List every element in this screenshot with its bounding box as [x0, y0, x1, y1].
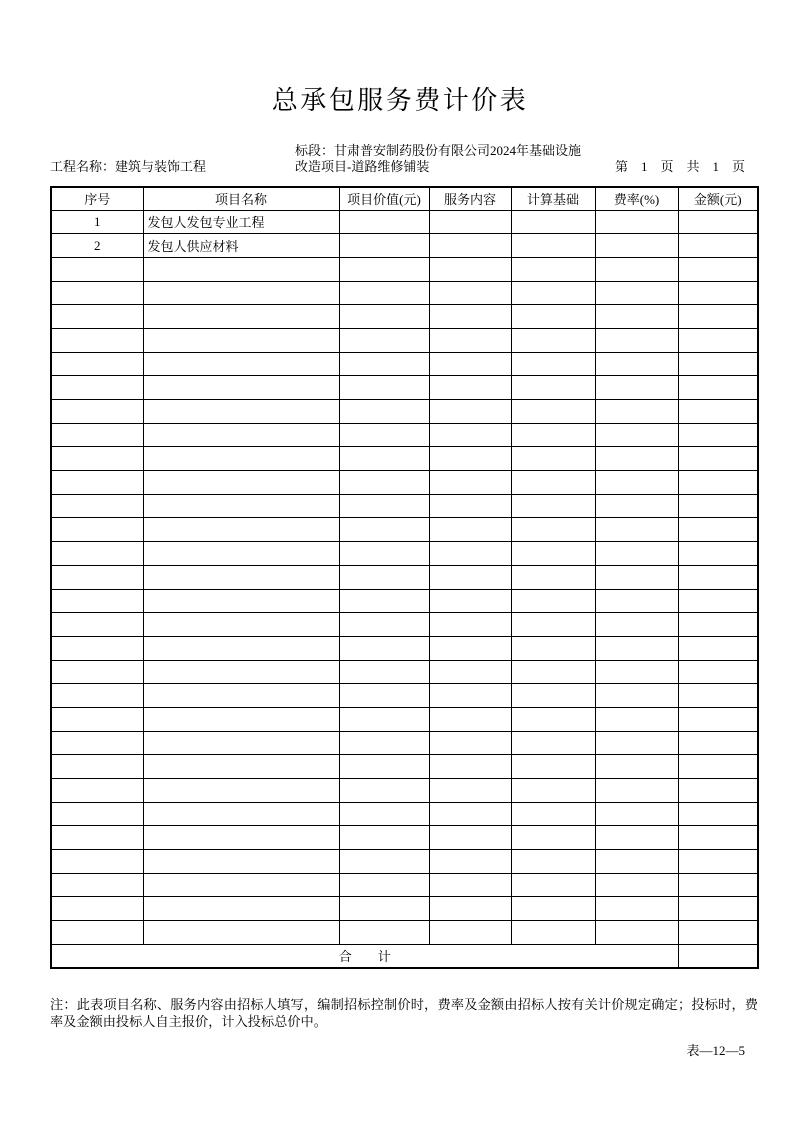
cell-value — [339, 281, 429, 305]
cell-basis — [511, 873, 595, 897]
cell-basis — [511, 423, 595, 447]
cell-amount — [678, 731, 758, 755]
cell-name — [143, 921, 339, 945]
cell-amount — [678, 636, 758, 660]
cell-basis — [511, 779, 595, 803]
cell-service — [429, 518, 511, 542]
cell-name — [143, 660, 339, 684]
empty-table-row — [51, 755, 758, 779]
cell-seq — [51, 779, 143, 803]
cell-service — [429, 731, 511, 755]
cell-service — [429, 447, 511, 471]
cell-service — [429, 257, 511, 281]
cell-rate — [595, 471, 678, 495]
cell-value — [339, 447, 429, 471]
cell-value — [339, 755, 429, 779]
cell-amount — [678, 210, 758, 234]
cell-service — [429, 755, 511, 779]
empty-table-row — [51, 447, 758, 471]
column-header-basis: 计算基础 — [511, 187, 595, 210]
cell-service — [429, 826, 511, 850]
cell-amount — [678, 613, 758, 637]
cell-seq — [51, 660, 143, 684]
cell-seq — [51, 542, 143, 566]
cell-name — [143, 400, 339, 424]
cell-seq — [51, 565, 143, 589]
cell-name — [143, 305, 339, 329]
section-label-line1: 标段：甘肃普安制药股份有限公司2024年基础设施 — [295, 143, 582, 158]
cell-service — [429, 873, 511, 897]
cell-seq — [51, 684, 143, 708]
note-text: 注：此表项目名称、服务内容由招标人填写，编制招标控制价时，费率及金额由招标人按有关计价规定确定；投标时，费率及金额由投标人自主报价，计入投标总价中。 — [50, 997, 758, 1029]
cell-rate — [595, 234, 678, 258]
cell-seq — [51, 613, 143, 637]
cell-seq — [51, 423, 143, 447]
cell-basis — [511, 257, 595, 281]
cell-amount — [678, 447, 758, 471]
cell-seq — [51, 518, 143, 542]
empty-table-row — [51, 731, 758, 755]
cell-value — [339, 257, 429, 281]
empty-table-row — [51, 707, 758, 731]
cell-value — [339, 589, 429, 613]
cell-amount — [678, 281, 758, 305]
empty-table-row — [51, 518, 758, 542]
cell-basis — [511, 494, 595, 518]
cell-rate — [595, 755, 678, 779]
empty-table-row — [51, 471, 758, 495]
total-label-cell: 合 计 — [51, 944, 678, 968]
cell-seq — [51, 802, 143, 826]
empty-table-row — [51, 400, 758, 424]
cell-name — [143, 873, 339, 897]
empty-table-row — [51, 565, 758, 589]
cell-name — [143, 636, 339, 660]
cell-name — [143, 376, 339, 400]
cell-value — [339, 423, 429, 447]
cell-value — [339, 565, 429, 589]
cell-name — [143, 447, 339, 471]
cell-seq — [51, 731, 143, 755]
cell-amount — [678, 802, 758, 826]
cell-service — [429, 328, 511, 352]
cell-name — [143, 281, 339, 305]
cell-name: 发包人供应材料 — [143, 234, 339, 258]
cell-amount — [678, 897, 758, 921]
cell-service — [429, 352, 511, 376]
cell-service — [429, 613, 511, 637]
cell-rate — [595, 281, 678, 305]
cell-name — [143, 257, 339, 281]
section-label-line2: 改造项目-道路维修铺装 — [295, 159, 430, 174]
cell-rate — [595, 707, 678, 731]
cell-name — [143, 328, 339, 352]
column-header-service: 服务内容 — [429, 187, 511, 210]
cell-basis — [511, 684, 595, 708]
cell-name — [143, 542, 339, 566]
cell-amount — [678, 328, 758, 352]
fee-table-body — [51, 210, 758, 944]
cell-service — [429, 850, 511, 874]
cell-seq — [51, 376, 143, 400]
cell-basis — [511, 281, 595, 305]
cell-amount — [678, 684, 758, 708]
empty-table-row — [51, 376, 758, 400]
column-header-value: 项目价值(元) — [339, 187, 429, 210]
cell-value — [339, 731, 429, 755]
cell-rate — [595, 328, 678, 352]
cell-amount — [678, 826, 758, 850]
cell-value — [339, 897, 429, 921]
cell-rate — [595, 731, 678, 755]
cell-name — [143, 850, 339, 874]
cell-rate — [595, 494, 678, 518]
cell-name — [143, 802, 339, 826]
cell-rate — [595, 447, 678, 471]
cell-rate — [595, 376, 678, 400]
cell-value — [339, 779, 429, 803]
cell-name — [143, 707, 339, 731]
cell-name — [143, 779, 339, 803]
cell-name — [143, 755, 339, 779]
empty-table-row — [51, 636, 758, 660]
cell-value — [339, 305, 429, 329]
cell-name — [143, 352, 339, 376]
empty-table-row — [51, 779, 758, 803]
cell-seq — [51, 826, 143, 850]
cell-rate — [595, 565, 678, 589]
project-name-label: 工程名称：建筑与装饰工程 — [50, 159, 207, 174]
cell-service — [429, 779, 511, 803]
cell-service — [429, 494, 511, 518]
cell-service — [429, 281, 511, 305]
cell-rate — [595, 636, 678, 660]
cell-name — [143, 897, 339, 921]
cell-basis — [511, 565, 595, 589]
cell-value — [339, 352, 429, 376]
cell-basis — [511, 660, 595, 684]
cell-basis — [511, 707, 595, 731]
empty-table-row — [51, 352, 758, 376]
empty-table-row — [51, 281, 758, 305]
info-row — [50, 143, 757, 175]
cell-seq — [51, 352, 143, 376]
cell-amount — [678, 352, 758, 376]
cell-basis — [511, 850, 595, 874]
cell-rate — [595, 589, 678, 613]
cell-rate — [595, 352, 678, 376]
section-label — [295, 143, 581, 175]
table-row — [51, 234, 758, 258]
empty-table-row — [51, 660, 758, 684]
empty-table-row — [51, 684, 758, 708]
empty-table-row — [51, 542, 758, 566]
cell-amount — [678, 234, 758, 258]
cell-value — [339, 636, 429, 660]
cell-basis — [511, 589, 595, 613]
fee-table-header-row — [51, 187, 758, 210]
cell-service — [429, 684, 511, 708]
column-header-name: 项目名称 — [143, 187, 339, 210]
cell-seq — [51, 897, 143, 921]
cell-rate — [595, 684, 678, 708]
cell-basis — [511, 447, 595, 471]
cell-value — [339, 400, 429, 424]
cell-rate — [595, 779, 678, 803]
cell-seq — [51, 636, 143, 660]
cell-seq — [51, 257, 143, 281]
table-row — [51, 210, 758, 234]
cell-basis — [511, 636, 595, 660]
cell-basis — [511, 305, 595, 329]
cell-seq — [51, 494, 143, 518]
cell-seq — [51, 281, 143, 305]
cell-basis — [511, 400, 595, 424]
cell-basis — [511, 234, 595, 258]
cell-rate — [595, 305, 678, 329]
cell-amount — [678, 873, 758, 897]
cell-seq — [51, 305, 143, 329]
empty-table-row — [51, 850, 758, 874]
cell-seq — [51, 447, 143, 471]
cell-name — [143, 731, 339, 755]
fee-table — [50, 186, 759, 969]
form-code-label: 表—12—5 — [686, 1043, 745, 1058]
cell-amount — [678, 305, 758, 329]
cell-value — [339, 234, 429, 258]
empty-table-row — [51, 802, 758, 826]
cell-name — [143, 494, 339, 518]
cell-rate — [595, 423, 678, 447]
cell-amount — [678, 400, 758, 424]
cell-value — [339, 826, 429, 850]
cell-rate — [595, 613, 678, 637]
cell-seq — [51, 921, 143, 945]
cell-name — [143, 684, 339, 708]
cell-value — [339, 802, 429, 826]
empty-table-row — [51, 589, 758, 613]
cell-basis — [511, 210, 595, 234]
cell-amount — [678, 494, 758, 518]
empty-table-row — [51, 257, 758, 281]
empty-table-row — [51, 423, 758, 447]
cell-service — [429, 707, 511, 731]
column-header-seq: 序号 — [51, 187, 143, 210]
cell-value — [339, 613, 429, 637]
cell-basis — [511, 328, 595, 352]
cell-amount — [678, 518, 758, 542]
cell-value — [339, 376, 429, 400]
cell-service — [429, 802, 511, 826]
cell-rate — [595, 826, 678, 850]
cell-service — [429, 234, 511, 258]
empty-table-row — [51, 873, 758, 897]
cell-value — [339, 873, 429, 897]
cell-value — [339, 471, 429, 495]
cell-basis — [511, 542, 595, 566]
cell-rate — [595, 257, 678, 281]
cell-name — [143, 589, 339, 613]
cell-seq — [51, 328, 143, 352]
cell-seq — [51, 755, 143, 779]
cell-service — [429, 565, 511, 589]
cell-value — [339, 684, 429, 708]
cell-name — [143, 423, 339, 447]
cell-amount — [678, 707, 758, 731]
total-amount-cell — [678, 944, 758, 968]
empty-table-row — [51, 826, 758, 850]
cell-amount — [678, 542, 758, 566]
cell-name: 发包人发包专业工程 — [143, 210, 339, 234]
cell-seq: 1 — [51, 210, 143, 234]
cell-name — [143, 565, 339, 589]
cell-amount — [678, 755, 758, 779]
cell-seq — [51, 850, 143, 874]
cell-service — [429, 471, 511, 495]
cell-rate — [595, 210, 678, 234]
cell-seq — [51, 707, 143, 731]
cell-seq — [51, 400, 143, 424]
cell-rate — [595, 897, 678, 921]
cell-amount — [678, 423, 758, 447]
cell-name — [143, 613, 339, 637]
cell-value — [339, 707, 429, 731]
cell-service — [429, 589, 511, 613]
cell-seq — [51, 873, 143, 897]
cell-amount — [678, 565, 758, 589]
cell-amount — [678, 589, 758, 613]
cell-basis — [511, 802, 595, 826]
cell-service — [429, 376, 511, 400]
empty-table-row — [51, 921, 758, 945]
cell-value — [339, 850, 429, 874]
cell-amount — [678, 471, 758, 495]
cell-basis — [511, 376, 595, 400]
cell-seq — [51, 471, 143, 495]
empty-table-row — [51, 613, 758, 637]
page-number-label: 第 1 页 共 1 页 — [614, 159, 745, 174]
cell-rate — [595, 518, 678, 542]
cell-value — [339, 328, 429, 352]
cell-basis — [511, 471, 595, 495]
total-row — [51, 944, 758, 968]
cell-rate — [595, 921, 678, 945]
cell-basis — [511, 826, 595, 850]
cell-basis — [511, 352, 595, 376]
cell-service — [429, 921, 511, 945]
empty-table-row — [51, 305, 758, 329]
cell-service — [429, 423, 511, 447]
cell-value — [339, 518, 429, 542]
cell-name — [143, 518, 339, 542]
cell-service — [429, 305, 511, 329]
empty-table-row — [51, 328, 758, 352]
empty-table-row — [51, 897, 758, 921]
empty-table-row — [51, 494, 758, 518]
cell-rate — [595, 542, 678, 566]
cell-service — [429, 542, 511, 566]
cell-name — [143, 826, 339, 850]
cell-amount — [678, 660, 758, 684]
cell-value — [339, 494, 429, 518]
cell-basis — [511, 518, 595, 542]
cell-rate — [595, 802, 678, 826]
cell-value — [339, 921, 429, 945]
cell-basis — [511, 755, 595, 779]
cell-service — [429, 897, 511, 921]
column-header-rate: 费率(%) — [595, 187, 678, 210]
cell-service — [429, 210, 511, 234]
cell-value — [339, 210, 429, 234]
cell-rate — [595, 400, 678, 424]
cell-basis — [511, 897, 595, 921]
cell-value — [339, 660, 429, 684]
cell-amount — [678, 850, 758, 874]
cell-service — [429, 636, 511, 660]
cell-name — [143, 471, 339, 495]
cell-basis — [511, 613, 595, 637]
cell-amount — [678, 779, 758, 803]
cell-basis — [511, 731, 595, 755]
cell-rate — [595, 873, 678, 897]
cell-value — [339, 542, 429, 566]
cell-rate — [595, 850, 678, 874]
column-header-amount: 金额(元) — [678, 187, 758, 210]
cell-service — [429, 660, 511, 684]
cell-amount — [678, 376, 758, 400]
cell-basis — [511, 921, 595, 945]
cell-amount — [678, 257, 758, 281]
cell-service — [429, 400, 511, 424]
cell-rate — [595, 660, 678, 684]
cell-seq — [51, 589, 143, 613]
cell-amount — [678, 921, 758, 945]
cell-seq: 2 — [51, 234, 143, 258]
page-title: 总承包服务费计价表 — [271, 86, 529, 115]
